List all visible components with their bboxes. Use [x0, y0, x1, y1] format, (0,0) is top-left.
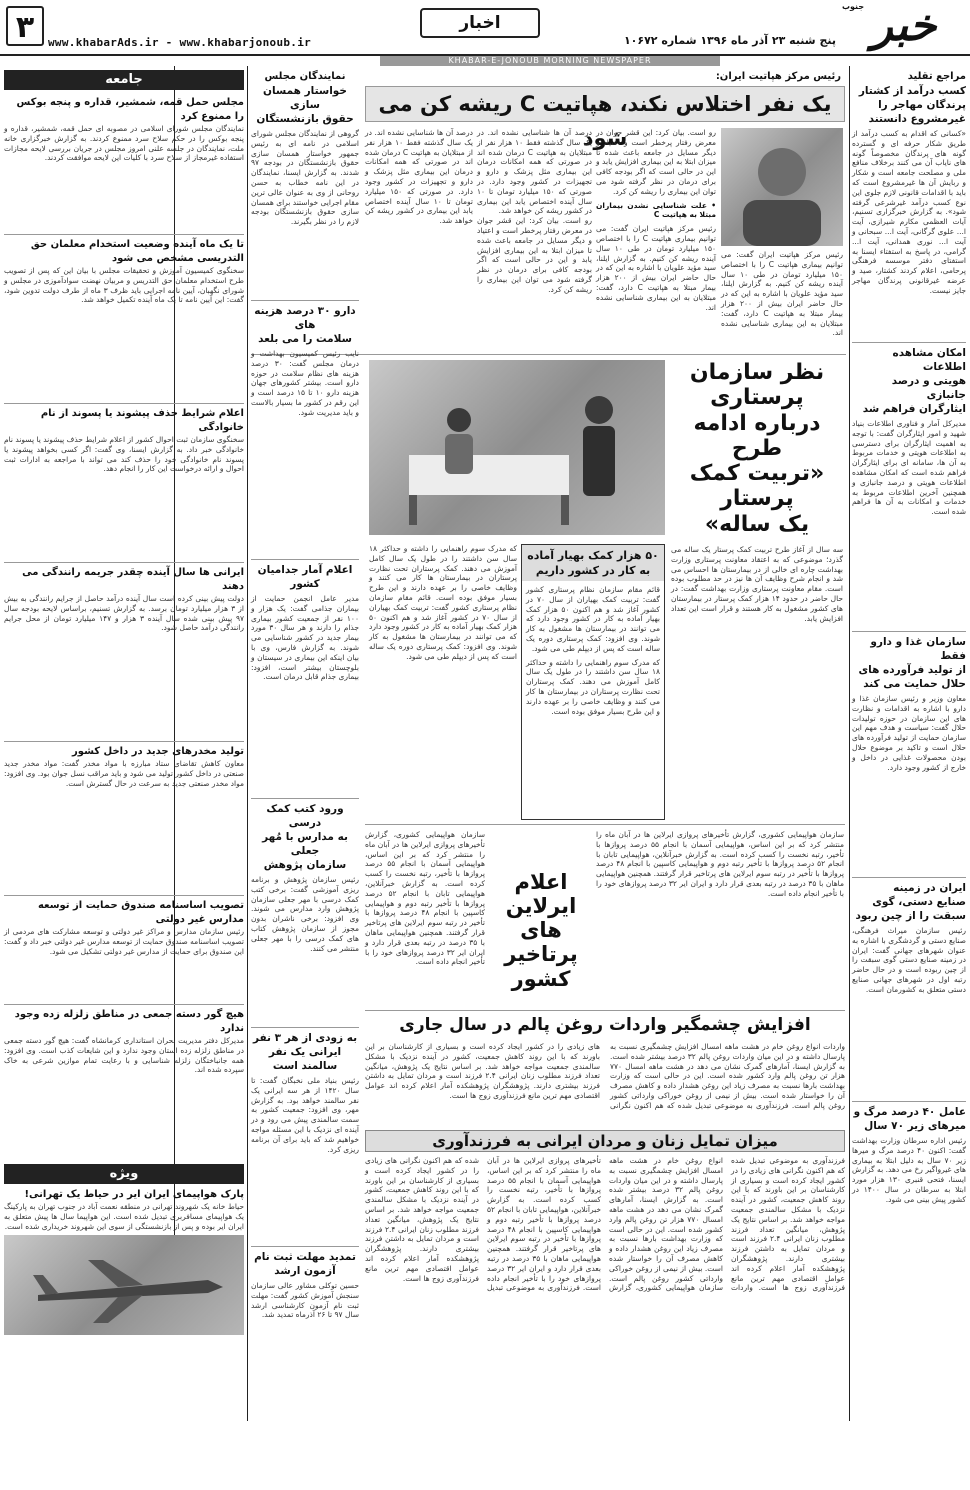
airline-headline-line: کشور	[511, 966, 571, 991]
item-body: حسین توکلی مشاور عالی سازمان سنجش آموزش کشور گفت: مهلت ثبت نام آزمون کارشناسی ارشد سال ۹۷ تا ۲۶ آذرماه تمدید شد.	[251, 1281, 359, 1320]
special-box-header	[4, 1164, 244, 1184]
item-body: رئیس سازمان مدارس و مراکز غیر دولتی و توسعه مشارکت های مردمی از تصویب اساسنامه صندوق حمایت از توسعه مدارس غیر دولتی خبر داد و گفت: این صندوق برای حمایت از مدارس غیر دولتی تشکیل می شود.	[4, 927, 244, 956]
right-item	[852, 1105, 966, 1405]
item-headline: دارو ۳۰ درصد هزینه های	[254, 305, 356, 331]
right-item	[852, 70, 966, 342]
fertility-headline: میزان تمایل زنان و مردان ایرانی به فرزندآوری	[432, 1132, 778, 1150]
item-headline: ایثارگران فراهم شد	[862, 403, 966, 415]
right-item	[852, 346, 966, 631]
main-area	[251, 70, 846, 1420]
lead-headline: یک نفر اختلاس نکند، هپاتیت C ریشه کن می شود	[378, 92, 832, 150]
lead-body: رو است. بیان کرد: این قشر جوان در معرض رفتار پرخطر است و اعتیاد و دیگر مسایل در جامعه باعث شده تا میزان ابتلا به این بیماری افزایش یابد و این در حالی است که اگر بودجه کافی برای درمان در نظر گرفته شود می توان این بیماری را ریشه کن کرد.	[477, 216, 592, 294]
box-title: ۵۰ هزار کمک بهیار آماده به کار در کشور داریم	[522, 545, 664, 581]
section-box-header	[4, 70, 244, 90]
middle-column	[251, 70, 359, 1490]
airplane-photo	[4, 1235, 244, 1335]
item-body: مدیر عامل انجمن حمایت از بیماران جذامی گفت: یک هزار و ۱۰۰ نفر از جمعیت کشور بیماری جذام را دارند و هر سال ۳۰ مورد بیمار جدید در کشور شناسایی می شوند. به گزارش فارس، وی با بیان اینکه این بیماری در سیستان و بلوچستان بیشتر است، افزود: بیماری جذام قابل درمان است.	[251, 594, 359, 682]
palm-body-text: فرزندآوری به موضوعی تبدیل شده که هم اکنون نگرانی های زیادی را در کشور ایجاد کرده است و بسیاری از کارشناسان بر این باورند که با این روند کاهش جمعیت، کشور در آینده نزدیک با مشکل سالمندی جمعیت مواجه خواهد شد. بر اساس نتایج یک پژوهش، میانگین تعداد فرزند مطلوب زنان ایرانی ۲.۴ فرزند است و مردان تمایل به داشتن فرزند بیشتری دارند. پژوهشگران پژوهشکده آمار اعلام کرده اند عوامل اقتصادی مهم ترین مانع فرزندآوری زوج ها است.	[365, 1042, 789, 1110]
item-headline: سبقت را از چین ربود	[855, 910, 966, 922]
item-headline: پرندگان مهاجر را	[878, 99, 966, 111]
left-item	[4, 407, 244, 562]
feature-body: سه سال از آغاز طرح تربیت کمک پرستار یک ساله می گذرد؛ موضوعی که به اعتقاد معاونت پرستاری وزارت بهداشت چاره ای خالی از در بیمارستان ها احساس می شد و انجام شرح وظایف آن ها نیز در حد مطلوب بوده است. مقام معاونت پرستاری وزارت بهداشت گفت: در حال حاضر در حدود ۱۴ هزار کمک پرستار در بیمارستان های کشور مشغول به کار هستند و قرار است این تعداد افزایش یابد.	[671, 545, 843, 623]
item-headline: به زودی از هر ۳ نفر	[252, 1032, 358, 1044]
masthead	[0, 0, 970, 56]
item-headline: غیرمشروع دانستند	[868, 113, 966, 125]
lead-headline-box	[365, 86, 845, 150]
website-urls[interactable]: www.khabarAds.ir - www.khabarjonoub.ir	[48, 36, 312, 49]
item-headline: تولید مخدرهای جدید در داخل کشور	[72, 746, 244, 757]
right-item	[852, 635, 966, 877]
lead-kicker: رئیس مرکز هپاتیت ایران:	[715, 71, 841, 82]
lead-subhead: • علت شناسایی نشدن بیماران مبتلا به هپاتیت C	[596, 200, 716, 220]
airline-headline	[489, 870, 593, 1000]
fertility-body-text: فرزندآوری به موضوعی تبدیل شده که هم اکنون نگرانی های زیادی را در کشور ایجاد کرده است و بسیاری از کارشناسان بر این باورند که با این روند کاهش جمعیت، کشور در آینده نزدیک با مشکل سالمندی جمعیت مواجه خواهد شد. بر اساس نتایج یک پژوهش، میانگین تعداد فرزند مطلوب زنان ایرانی ۲.۴ فرزند است و مردان تمایل به داشتن فرزند بیشتری دارند. پژوهشگران پژوهشکده آمار اعلام کرده اند عوامل اقتصادی مهم ترین مانع فرزندآوری زوج ها است.	[731, 1156, 845, 1293]
column-divider	[247, 66, 248, 1421]
item-headline: به مدارس با مُهر جعلی	[262, 831, 348, 857]
item-headline: امکان مشاهده اطلاعات	[892, 347, 966, 373]
item-headline: هیچ گور دسته جمعی در مناطق زلزله زده وجود ندارد	[14, 1009, 244, 1034]
item-body: نایب رئیس کمیسیون بهداشت و درمان مجلس گفت: ۳۰ درصد هزینه های نظام سلامت در حوزه دارو است. بیشتر کشورهای جهان هزینه دارو ۱۰ تا ۱۵ درصد است و این رقم در کشور ما بسیار بالاست و باید مدیریت شود.	[251, 349, 359, 417]
item-body: مدیرکل آمار و فناوری اطلاعات بنیاد شهید و امور ایثارگران گفت: با توجه به اهمیت ایثارگران برای دسترسی به اطلاعات هویتی و خدمات مربوط به آن ها، سامانه ای برای ایثارگران فراهم شده است که امکان مشاهده اطلاعات هویتی و درصد جانبازی و همچنین آخرین اطلاعات مربوط به خدمات و امکانات به آن ها فراهم شده است.	[852, 419, 966, 517]
lead-body: رئیس مرکز هپاتیت ایران گفت: می توانیم بیماری هپاتیت C را با اختصاص ۱۵۰ میلیارد تومان در طی ۱۰ سال آینده ریشه کن کنیم. به گزارش ایلنا، سید مؤید علویان با اشاره به این که در حال حاضر ایران بیش از ۲۰۰ هزار بیمار مبتلا به هپاتیت C دارد، گفت: مبتلایان به این بیماری شناسایی نشده اند.	[721, 250, 843, 338]
special-title: ویژه	[109, 1166, 139, 1181]
airline-headline-line: پرتاخیر	[504, 942, 578, 967]
item-headline: حقوق بازنشستگان	[256, 113, 354, 125]
lead-body-col	[477, 128, 592, 350]
item-kicker: نمایندگان مجلس	[264, 71, 346, 82]
item-headline: ایران در زمینه	[893, 882, 966, 894]
fertility-body-text: فرزندآوری به موضوعی تبدیل شده که هم اکنون نگرانی های زیادی را در کشور ایجاد کرده است و بسیاری از کارشناسان بر این باورند که با این روند کاهش جمعیت، کشور در آینده نزدیک با مشکل سالمندی جمعیت مواجه خواهد شد. بر اساس نتایج یک پژوهش، میانگین تعداد فرزند مطلوب زنان ایرانی ۲.۴ فرزند است و مردان تمایل به داشتن فرزند بیشتری دارند. پژوهشگران پژوهشکده آمار اعلام کرده اند عوامل اقتصادی مهم ترین مانع فرزندآوری زوج ها است.	[365, 1156, 580, 1293]
feature-headline-line: یک ساله»	[704, 511, 810, 537]
item-headline: اعلام شرایط حذف پیشوند یا پسوند از نام خانوادگی	[40, 408, 244, 433]
feature-body2	[369, 544, 517, 820]
item-body: گروهی از نمایندگان مجلس شورای اسلامی در نامه ای به رئیس جمهور خواستار همسان سازی حقوق بازنشستگان در بودجه ۹۷ شدند. به گزارش ایسنا، نمایندگان در این نامه خطاب به حسن روحانی از وی به عنوان عالی ترین مقام اجرایی خواستند برای همسان سازی حقوق بازنشستگان بودجه لازم را در نظر بگیرند.	[251, 129, 359, 227]
item-headline: مجلس حمل قمه، شمشیر، قداره و پنجه بوکس را ممنوع کرد	[16, 97, 244, 122]
middle-item	[251, 563, 359, 798]
left-item	[4, 745, 244, 895]
item-body: «کسانی که اقدام به کسب درآمد از طریق شکار حرفه ای و گسترده گونه های پرندگان مخصوصاً گونه های نایاب آن می کنند برخلاف منافع ملی و مصلحت جامعه است و شکار و ربایش آن ها غیرمشروع است که باید با اقدامات قانونی لازم جلوی این نوع کسب درآمد غیرشرعی گرفته شود». به گزارش خبرگزاری تسنیم، آیات العظمی مکارم شیرازی، آیت ا... علوی گرگانی، آیت ا... سبحانی و آیت ا... نوری همدانی، آیت ا... گرامی، در پاسخ به استفتاء ایسنا به استفتای دفتر موسسه فرهنگی پرحامی، اعلام کردند کشتار، صید و عرضه غیرقانونی پرندگان مهاجر جایز نیست.	[852, 129, 966, 295]
item-headline: تا یک ماه آینده وضعیت استخدام معلمان حق التدریسی مشخص می شود	[30, 239, 244, 264]
special-headline: پارک هواپیمای ایران ایر در حیاط یک تهرانی!	[24, 1189, 244, 1200]
item-body: سخنگوی سازمان ثبت احوال کشور از اعلام شرایط حذف پیشوند یا پسوند نام خانوادگی خبر داد. به گزارش ایسنا، وی گفت: اگر کسی بخواهد پیشوند یا پسوند نام خانوادگی خود را حذف کند می تواند با مراجعه به ادارات ثبت احوال و ارائه درخواست این کار را انجام دهد.	[4, 435, 244, 474]
middle-item	[251, 802, 359, 1027]
palm-headline: افزایش چشمگیر واردات روغن پالم در سال جاری	[399, 1015, 811, 1035]
left-item	[4, 1008, 244, 1158]
item-headline: اعلام آمار جدامیان کشور	[257, 564, 353, 590]
item-headline: تمدید مهلت ثبت نام	[254, 1251, 356, 1263]
middle-item	[251, 70, 359, 300]
item-body: رئیس سازمان پژوهش و برنامه ریزی آموزشی گفت: برخی کتب کمک درسی با مهر جعلی سازمان پژوهش وارد مدارس می شوند. وی افزود: برخی ناشران بدون مجوز از سازمان پژوهش کتاب های کمک درسی را با مهر جعلی منتشر می کنند.	[251, 875, 359, 953]
item-headline: خواستار همسان سازی	[263, 85, 347, 111]
item-body: رئیس سازمان میراث فرهنگی، صنایع دستی و گردشگری با اشاره به عنوان شهرهای جهانی گفت: ایران در زمینه صنایع دستی گوی سبقت را از چین ربوده است و در حال حاضر رتبه اول در شهرهای جهانی صنایع دستی متعلق به کشورمان است.	[852, 926, 966, 994]
hospital-bed-icon	[369, 360, 665, 535]
fertility-body-text: واردات انواع روغن خام در هشت ماهه امسال افزایش چشمگیری نسبت به پارسال داشته و در این میان واردات روغن پالم ۳۲ درصد بیشتر شده است. به گزارش ایسنا، آمارهای گمرک نشان می دهد در هشت ماهه امسال ۷۷۰ هزار تن روغن پالم وارد کشور شده است. این در حالی است که وزارت بهداشت بارها نسبت به مصرف زیاد این روغن هشدار داده و کاهش مصرف آن را خواستار شده است. بیش از نیمی از روغن خوراکی وارداتی کشور روغن پالم است.	[609, 1156, 753, 1293]
section-title: جامعه	[105, 72, 143, 87]
left-item	[4, 238, 244, 403]
item-headline: ورود کتب کمک درسی	[266, 803, 344, 829]
feature-headline	[671, 360, 843, 540]
item-body: نمایندگان مجلس شورای اسلامی در مصوبه ای حمل قمه، شمشیر، قداره و پنجه بوکس را در حکم سلاح سرد ممنوع کردند. به گزارش خبرگزاری خانه ملت، نمایندگان در جلسه علنی امروز مجلس در جریان بررسی لایحه مجازات استفاده غیرمجاز از سلاح سرد با کلیات این لایحه موافقت کردند.	[4, 124, 244, 163]
portrait-icon	[721, 128, 843, 246]
column-divider	[849, 66, 850, 1421]
item-headline: حلال حمایت می کند	[863, 678, 966, 690]
lead-body: درصد آن ها شناسایی نشده اند. در یک سال گذشته فقط ۱۰ هزار نفر از مبتلایان به هپاتیت C درمان شده اند در صورتی که همه امکانات درمان این بیماری مثل پزشک و دارو و تجهیزات در کشور وجود دارد. در صورتی که ۱۵۰ میلیارد تومان تا ۱۰ سال آینده اختصاص یابد این بیماری در کشور ریشه کن خواهد شد.	[365, 128, 473, 226]
item-headline: سازمان غذا و دارو فقط	[870, 636, 966, 662]
fertility-body-text: سازمان هواپیمایی کشوری، گزارش تأخیرهای پروازی ایرلاین ها در آبان ماه را منتشر کرد که بر این اساس، هواپیمایی آسمان با انجام ۵۵ درصد پروازها با تأخیر، رتبه نخست را کسب کرده است. به گزارش خبرآنلاین، هواپیمایی تابان با انجام ۵۲ درصد پروازها با تأخیر رتبه دوم و هواپیمایی کاسپین با انجام ۴۸ درصد پروازها با تأخیر در رتبه سوم ایرلاین های پرتاخیر قرار گرفتند. همچنین هواپیمایی ماهان با ۳۵ درصد در رتبه بعدی قرار دارد و ایران ایر ۳۲ درصد پروازهای خود را با تأخیر انجام داده است.	[487, 1156, 723, 1293]
item-headline: سالمند است	[272, 1060, 338, 1072]
divider	[365, 1010, 845, 1011]
special-body: حیاط خانه یک شهروند تهرانی در منطقه نعمت آباد در جنوب تهران به پارکینگ یک هواپیمای مسافربری تبدیل شده است. این هواپیما سال ها پیش متعلق به ایران ایر بوده و پس از بازنشستگی از سوی این شهروند خریداری شده است.	[4, 1202, 244, 1231]
item-headline: صنایع دستی، گوی	[872, 896, 966, 908]
middle-item	[251, 1031, 359, 1246]
special-item	[4, 1188, 244, 1388]
hospital-photo	[369, 360, 665, 535]
item-body: سخنگوی کمیسیون آموزش و تحقیقات مجلس با بیان این که پس از تصویب طرح استخدام معلمان حق التدریس و مربیان نهضت سوادآموزی در مجلس و شورای نگهبان، آیین نامه اجرایی باید ظرف ۳ ماه از طرف دولت تدوین شود، گفت: این آیین نامه تا یک ماه آینده تکمیل خواهد شد.	[4, 266, 244, 305]
dateline: پنج شنبه ۲۳ آذر ماه ۱۳۹۶ شماره ۱۰۶۷۲	[623, 34, 836, 47]
item-headline: عامل ۴۰ درصد مرگ و	[853, 1106, 966, 1118]
item-body: معاون کاهش تقاضای ستاد مبارزه با مواد مخدر گفت: مواد مخدر جدید صنعتی در داخل کشور تولید می شود و باید مراقب نسل جوان بود. وی افزود: مواد مخدر صنعتی جدید به سرعت در حال گسترش است.	[4, 759, 244, 788]
left-item	[4, 899, 244, 1004]
feature-headline-line: درباره ادامه طرح	[693, 410, 821, 461]
left-item	[4, 96, 244, 234]
airplane-icon	[8, 1235, 244, 1335]
airline-body: سازمان هواپیمایی کشوری، گزارش تأخیرهای پروازی ایرلاین ها در آبان ماه را منتشر کرد که بر این اساس، هواپیمایی آسمان با انجام ۵۵ درصد پروازها با تأخیر، رتبه نخست را کسب کرده است. به گزارش خبرآنلاین، هواپیمایی تابان با انجام ۵۲ درصد پروازها با تأخیر رتبه دوم و هواپیمایی کاسپین با انجام ۴۸ درصد پروازها با تأخیر در رتبه سوم ایرلاین های پرتاخیر قرار گرفتند. همچنین هواپیمایی ماهان با ۳۵ درصد در رتبه بعدی قرار دارد و ایران ایر ۳۲ درصد پروازهای خود را با تأخیر انجام داده است.	[365, 830, 486, 967]
logo-sub: جنوب	[842, 2, 865, 11]
middle-item	[251, 304, 359, 559]
item-headline: میرهای زیر ۷۰ سال	[864, 1120, 966, 1132]
feature-headline-line: «تربیت کمک پرستار	[689, 461, 825, 512]
item-body: مدیرکل دفتر مدیریت بحران استانداری کرمانشاه گفت: هیچ گور دسته جمعی در مناطق زلزله زده استان وجود ندارد و این شایعات کذب است. وی افزود: همه جانباختگان زلزله شناسایی و با رعایت تمام موازین شرعی به خاک سپرده شده اند.	[4, 1036, 244, 1075]
lead-body: رو است. بیان کرد: این قشر جوان در معرض رفتار پرخطر است و اعتیاد و دیگر مسایل در جامعه باعث شده تا میزان ابتلا به این بیماری افزایش یابد و این در حالی است که اگر بودجه کافی برای درمان در نظر گرفته شود می توان این بیماری را ریشه کن کرد.	[596, 128, 716, 196]
divider	[365, 824, 845, 825]
left-item	[4, 566, 244, 741]
right-item	[852, 881, 966, 1101]
lead-body: درصد آن ها شناسایی نشده اند. در یک سال گذشته فقط ۱۰ هزار نفر از مبتلایان به هپاتیت C درمان شده اند در صورتی که همه امکانات درمان این بیماری مثل پزشک و دارو و تجهیزات در کشور وجود دارد. در صورتی که ۱۵۰ میلیارد تومان تا ۱۰ سال آینده اختصاص یابد این بیماری در کشور ریشه کن خواهد شد.	[477, 128, 592, 216]
item-headline: آزمون ارشد	[274, 1265, 336, 1277]
airline-body: سازمان هواپیمایی کشوری، گزارش تأخیرهای پروازی ایرلاین ها در آبان ماه را منتشر کرد که بر این اساس، هواپیمایی آسمان با انجام ۵۵ درصد پروازها با تأخیر، رتبه نخست را کسب کرده است. به گزارش خبرآنلاین، هواپیمایی تابان با انجام ۵۲ درصد پروازها با تأخیر رتبه دوم و هواپیمایی کاسپین با انجام ۴۸ درصد پروازها با تأخیر در رتبه سوم ایرلاین های پرتاخیر قرار گرفتند. همچنین هواپیمایی ماهان با ۳۵ درصد در رتبه بعدی قرار دارد و ایران ایر ۳۲ درصد پروازهای خود را با تأخیر انجام داده است.	[596, 830, 845, 898]
item-headline: از تولید فرآورده های	[858, 664, 966, 676]
item-body: رئیس اداره سرطان وزارت بهداشت گفت: اکنون ۴۰ درصد مرگ و میرها زیر ۷۰ سال به دلیل ابتلا به بیماری های غیرواگیر رخ می دهد. به گزارش ایسنا، فتحی قنبری ۱۳۰ هزار مورد ابتلا به سرطان در سال ۱۴۰۰ در کشور پیش بینی می شود.	[852, 1136, 967, 1204]
item-headline: سلامت را می بلعد	[258, 333, 352, 345]
feature-body-text: که مدرک سوم راهنمایی را داشته و حداکثر ۱۸ سال سن داشتند را در طول یک سال کامل آموزش می دهند. کمک پرستاران تحت نظارت پرستاران در بیمارستان ها کار می کنند و وظایف خاصی را بر عهده دارند و این طرح بسیار موفق بوده است.	[369, 544, 517, 602]
middle-item	[251, 1250, 359, 1380]
page-number: ۳	[6, 6, 44, 46]
lead-body-col	[596, 128, 716, 350]
palm-body-text: واردات انواع روغن خام در هشت ماهه امسال افزایش چشمگیری نسبت به پارسال داشته و در این میان واردات روغن پالم ۳۲ درصد بیشتر شده است. به گزارش ایسنا، آمارهای گمرک نشان می دهد در هشت ماهه امسال ۷۷۰ هزار تن روغن پالم وارد کشور شده است. این در حالی است که وزارت بهداشت بارها نسبت به مصرف زیاد این روغن هشدار داده و کاهش مصرف آن را خواستار شده است. بیش از نیمی از روغن خوراکی وارداتی کشور روغن پالم است.	[610, 1042, 846, 1110]
item-headline: سازمان پژوهش	[263, 859, 347, 871]
fertility-body	[365, 1156, 845, 1486]
left-column	[4, 70, 244, 1420]
english-strip: KHABAR-E-JONOUB MORNING NEWSPAPER	[380, 56, 720, 66]
box-body: که مدرک سوم راهنمایی را داشته و حداکثر ۱۸ سال سن داشتند را در طول یک سال کامل آموزش می دهند. کمک پرستاران تحت نظارت پرستاران در بیمارستان ها کار می کنند و وظایف خاصی را بر عهده دارند و این طرح بسیار موفق بوده است.	[526, 657, 660, 716]
section-label: اخبار	[420, 8, 540, 38]
palm-body	[365, 1042, 845, 1127]
fertility-headline-box	[365, 1130, 845, 1152]
item-body: رئیس بنیاد ملی نخبگان گفت: تا سال ۱۴۲۰ از هر سه ایرانی یک نفر سالمند خواهد بود. به گزارش مهر، وی افزود: جمعیت کشور به سمت سالمندی پیش می رود و در آینده ای نزدیک با این مسئله مواجه خواهیم شد که باید برای آن برنامه ریزی کرد.	[251, 1076, 359, 1154]
logo-text: خبر	[871, 0, 937, 51]
item-headline: ایرانی ها سال آینده چقدر جریمه رانندگی می دهند	[22, 567, 244, 592]
lead-body: رئیس مرکز هپاتیت ایران گفت: می توانیم بیماری هپاتیت C را با اختصاص ۱۵۰ میلیارد تومان در طی ۱۰ سال آینده ریشه کن کنیم. به گزارش ایلنا، سید مؤید علویان با اشاره به این که در حال حاضر ایران بیش از ۲۰۰ هزار بیمار مبتلا به هپاتیت C دارد، گفت: مبتلایان به این بیماری شناسایی نشده اند.	[596, 224, 717, 312]
airline-headline-line: ایرلاین های	[505, 894, 577, 943]
lead-body-col	[365, 128, 473, 350]
sidebar-box	[521, 544, 665, 820]
item-headline: هویتی و درصد جانبازی	[891, 375, 966, 401]
lead-photo	[721, 128, 843, 246]
box-body: قائم مقام سازمان نظام پرستاری کشور گفت: تربیت کمک بهیاران از سال ۷۰ در کشور آغاز شد و هم اکنون ۵۰ هزار کمک بهیار آماده به کار در کشور وجود دارد که می توانند در بیمارستان ها مشغول به کار شوند. وی افزود: کمک پرستاری دوره یک ساله است که پس از دیپلم طی می شود.	[526, 585, 660, 653]
item-kicker: مراجع تقلید	[907, 71, 966, 82]
item-headline: کسب درآمد از کشتار	[858, 85, 966, 97]
item-headline: ایرانی یک نفر	[268, 1046, 342, 1058]
airline-headline-line: اعلام	[514, 870, 568, 894]
feature-body-text: قائم مقام سازمان نظام پرستاری کشور گفت: تربیت کمک بهیاران از سال ۷۰ در کشور آغاز شد و هم اکنون ۵۰ هزار کمک بهیار آماده به کار در کشور وجود دارد که می توانند در بیمارستان ها مشغول به کار شوند. وی افزود: کمک پرستاری دوره یک ساله است که پس از دیپلم طی می شود.	[369, 592, 517, 661]
feature-headline-line: نظر سازمان پرستاری	[689, 360, 825, 411]
right-column	[852, 70, 966, 1420]
item-body: دولت پیش بینی کرده است سال آینده درآمد حاصل از جرایم رانندگی به بیش از ۳ هزار میلیارد تومان برسد. به گزارش تسنیم، براساس لایحه بودجه سال ۹۷ پیش بینی شده سال آینده ۳ هزار و ۱۴۷ میلیارد تومان از محل جرایم رانندگی درآمد حاصل شود.	[4, 594, 244, 633]
item-headline: تصویب اساسنامه صندوق حمایت از توسعه مدارس غیر دولتی	[37, 900, 244, 925]
item-body: معاون وزیر و رئیس سازمان غذا و دارو با اشاره به اقدامات و نظارت های این سازمان در حوزه تولیدات حلال گفت: سیاست و هدف مهم این سازمان حمایت از تولید فرآورده های حلال است و تاکید بر موضوع حلال بودن محصولات غذایی در داخل و خارج از کشور وجود دارد.	[852, 694, 966, 772]
